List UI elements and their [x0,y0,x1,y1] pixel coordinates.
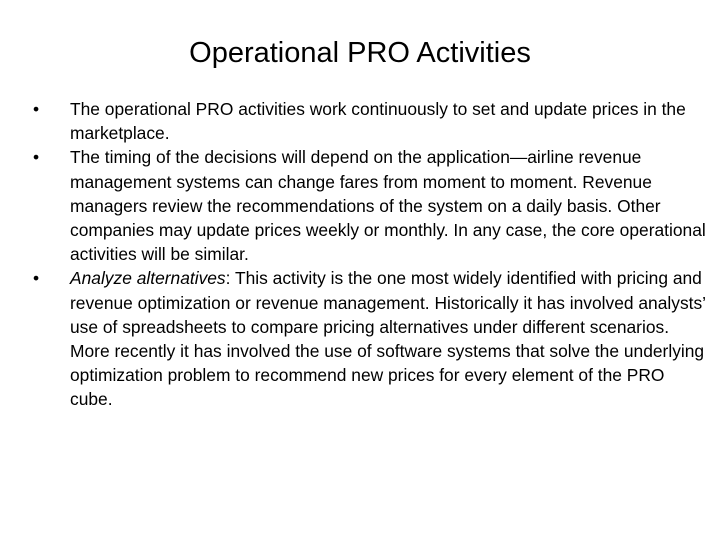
bullet-text: : This activity is the one most widely identified with pricing and revenue optimization or revenue management. Historically it has involved analysts’ use of spreadsheets to compare pricing alternatives under different scenarios. More recently it has involved the use of software systems that solve the underlying optimization problem to recommend new prices for every element of the PRO cube. [70,268,706,410]
bullet-list [30,97,710,412]
bullet-item [30,266,710,411]
bullet-dot-icon: • [33,99,40,119]
bullet-text: The operational PRO activities work continuously to set and update prices in the marketplace. [70,99,686,144]
bullet-item [30,145,710,266]
bullet-item [30,97,710,145]
bullet-text: The timing of the decisions will depend on the application—airline revenue management systems can change fares from moment to moment. Revenue managers review the recommendations of the system on a daily basis. Other companies may update prices weekly or monthly. In any case, the core operational activities will be similar. [70,147,706,265]
bullet-dot-icon: • [33,268,40,289]
slide-title: Operational PRO Activities [189,37,531,69]
bullet-dot-icon: • [33,147,40,168]
bullet-emphasis: Analyze alternatives [70,268,226,289]
